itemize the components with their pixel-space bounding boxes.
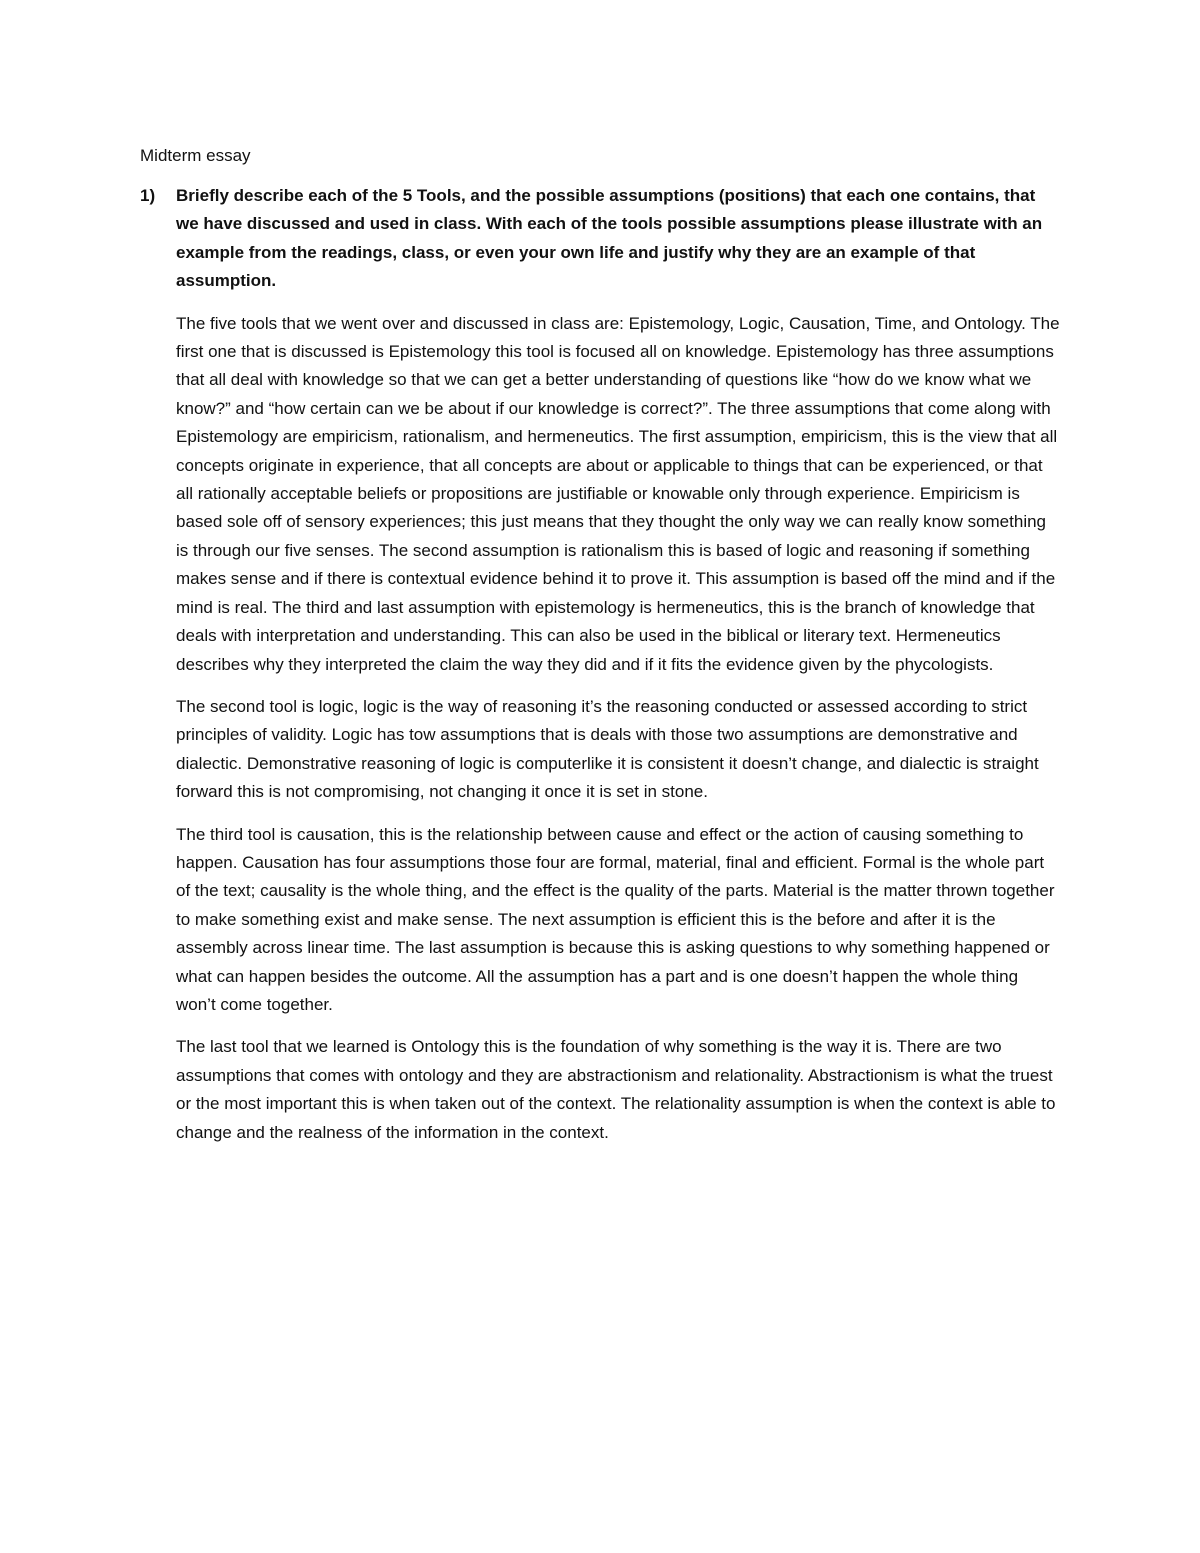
document-content bbox=[140, 142, 1060, 1161]
paragraph-ontology: The last tool that we learned is Ontology this is the foundation of why something is the way it is. There are two assumptions that comes with ontology and they are abstractionism and relationality. Abstractionism is what the truest or the most important this is when taken out of the context. The relationality assumption is when the context is able to change and the realness of the information in the context. bbox=[176, 1037, 1056, 1142]
paragraph-logic: The second tool is logic, logic is the way of reasoning it’s the reasoning conducted or assessed according to strict principles of validity. Logic has tow assumptions that is deals with those two assumptions are demonstrative and dialectic. Demonstrative reasoning of logic is computerlike it is consistent it doesn’t change, and dialectic is straight forward this is not compromising, not changing it once it is set in stone. bbox=[176, 696, 1039, 802]
answer-body bbox=[140, 310, 1060, 1147]
paragraph-epistemology: The five tools that we went over and discussed in class are: Epistemology, Logic, Causation, Time, and Ontology. The first one that is discussed is Epistemology this tool is focused all on knowledge. Epistemology has three assumptions that all deal with knowledge so that we can get a better understanding of questions like “how do we know what we know?” and “how certain can we be about if our knowledge is correct?”. The three assumptions that come along with Epistemology are empiricism, rationalism, and hermeneutics. The first assumption, empiricism, this is the view that all concepts originate in experience, that all concepts are about or applicable to things that can be experienced, or that all rationally acceptable beliefs or propositions are justifiable or knowable only through experience. Empiricism is based sole off of sensory experiences; this just means that they thought the only way we can really know something is through our five senses. The second assumption is rationalism this is based of logic and reasoning if something makes sense and if there is contextual evidence behind it to prove it. This assumption is based off the mind and if the mind is real. The third and last assumption with epistemology is hermeneutics, this is the branch of knowledge that deals with interpretation and understanding. This can also be used in the biblical or literary text. Hermeneutics describes why they interpreted the claim the way they did and if it fits the evidence given by the phycologists. bbox=[176, 313, 1060, 674]
document-title: Midterm essay bbox=[140, 146, 251, 165]
paragraph-causation: The third tool is causation, this is the relationship between cause and effect or the action of causing something to happen. Causation has four assumptions those four are formal, material, final and efficient. Formal is the whole part of the text; causality is the whole thing, and the effect is the quality of the parts. Material is the matter thrown together to make something exist and make sense. The next assumption is efficient this is the before and after it is the assembly across linear time. The last assumption is because this is asking questions to why something happened or what can happen besides the outcome. All the assumption has a part and is one doesn’t happen the whole thing won’t come together. bbox=[176, 824, 1055, 1014]
question-text: Briefly describe each of the 5 Tools, and the possible assumptions (positions) that each one contains, that we have discussed and used in class. With each of the tools possible assumptions please illustrate with an example from the readings, class, or even your own life and justify why they are an example of that assumption. bbox=[176, 186, 1043, 291]
question-item bbox=[140, 182, 1060, 296]
question-number: 1) bbox=[140, 186, 156, 205]
